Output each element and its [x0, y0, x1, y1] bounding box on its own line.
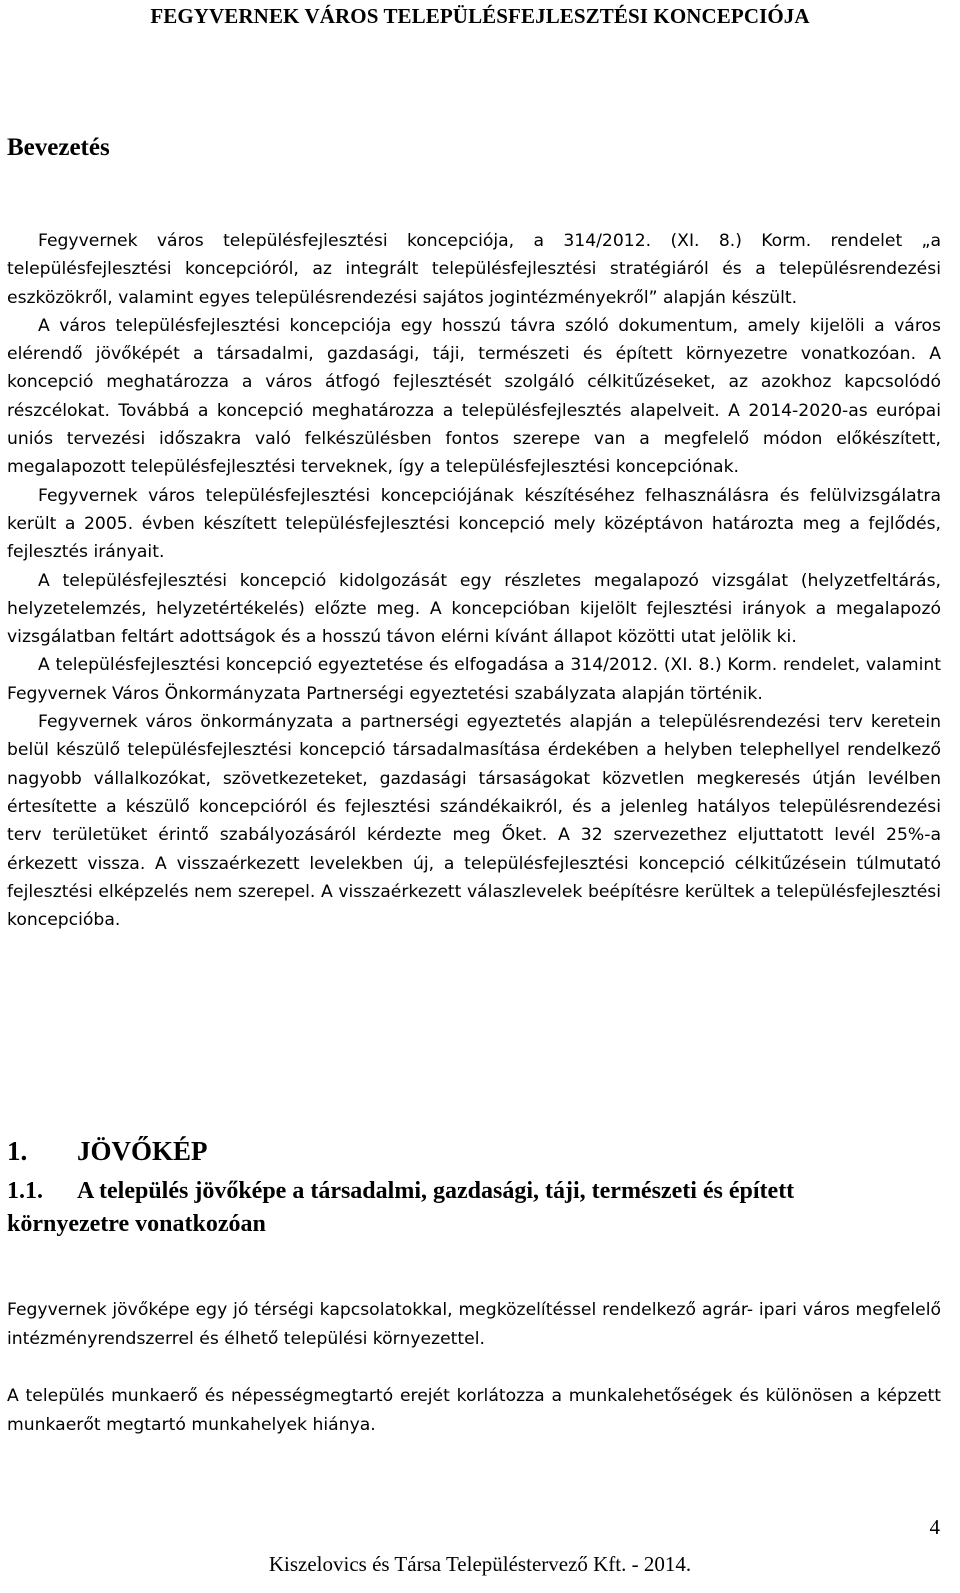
intro-body: [7, 227, 941, 934]
section-1-heading: [7, 1136, 208, 1167]
intro-paragraph-2: A város településfejlesztési koncepciója egy hosszú távra szóló dokumentum, amely kijelöli a város elérendő jövőképét a társadalmi, gazdasági, táji, természeti és épített környezetre vonatkozóan. A koncepció meghatározza a város átfogó fejlesztését szolgáló célkitűzéseket, az azokhoz kapcsolódó részcélokat. Továbbá a koncepció meghatározza a településfejlesztés alapelveit. A 2014-2020-as európai uniós tervezési időszakra való felkészülésben fontos szerepe van a megfelelő módon előkészített, megalapozott településfejlesztési terveknek, így a településfejlesztési koncepciónak.: [7, 315, 941, 478]
intro-paragraph-5: A településfejlesztési koncepció egyeztetése és elfogadása a 314/2012. (XI. 8.) Korm. rendelet, valamint Fegyvernek Város Önkormányzata Partnerségi egyeztetési szabályzata alapján történik.: [7, 655, 941, 704]
page-number: 4: [929, 1515, 940, 1539]
section-1-1-number: 1.1.: [7, 1178, 43, 1204]
section-1-1-title: A település jövőképe a társadalmi, gazdasági, táji, természeti és épített környezetre vonatkozóan: [7, 1178, 795, 1237]
section-1-number: 1.: [7, 1136, 28, 1166]
intro-heading: Bevezetés: [7, 134, 110, 161]
section-1-1-paragraph-1: Fegyvernek jövőképe egy jó térségi kapcsolatokkal, megközelítéssel rendelkező agrár- ipari város megfelelő intézményrendszerrel és élhető települési környezettel.: [7, 1300, 941, 1349]
intro-paragraph-3: Fegyvernek város településfejlesztési koncepciójának készítéséhez felhasználásra és felülvizsgálatra került a 2005. évben készített településfejlesztési koncepció mely középtávon határozta meg a fejlődés, fejlesztés irányait.: [7, 485, 941, 563]
section-1-title: JÖVŐKÉP: [77, 1136, 208, 1166]
section-1-1-paragraph-2: A település munkaerő és népességmegtartó erejét korlátozza a munkalehetőségek és különösen a képzett munkaerőt megtartó munkahelyek hiánya.: [7, 1386, 941, 1435]
page-footer: Kiszelovics és Társa Településtervező Kft. - 2014.: [268, 1552, 692, 1576]
section-1-1-heading: [7, 1175, 897, 1241]
intro-paragraph-4: A településfejlesztési koncepció kidolgozását egy részletes megalapozó vizsgálat (helyzetfeltárás, helyzetelemzés, helyzetértékelés) előzte meg. A koncepcióban kijelölt fejlesztési irányok a megalapozó vizsgálatban feltárt adottságok és a hosszú távon elérni kívánt állapot közötti utat jelölik ki.: [7, 570, 941, 648]
page-header: FEGYVERNEK VÁROS TELEPÜLÉSFEJLESZTÉSI KONCEPCIÓJA: [150, 4, 810, 28]
intro-paragraph-1: Fegyvernek város településfejlesztési koncepciója, a 314/2012. (XI. 8.) Korm. rendelet „a településfejlesztési koncepcióról, az integrált településfejlesztési stratégiáról és a településrendezési eszközökről, valamint egyes településrendezési sajátos jogintézményekről” alapján készült.: [7, 231, 941, 308]
intro-paragraph-6: Fegyvernek város önkormányzata a partnerségi egyeztetés alapján a településrendezési terv keretein belül készülő településfejlesztési koncepció társadalmasítása érdekében a helyben telephellyel rendelkező nagyobb vállalkozókat, szövetkezeteket, gazdasági társaságokat közvetlen megkeresés útján levélben értesítette a készülő koncepcióról és fejlesztési szándékaikról, és a jelenleg hatályos településrendezési terv területüket érintő szabályozásáról kérdezte meg Őket. A 32 szervezethez eljuttatott levél 25%-a érkezett vissza. A visszaérkezett levelekben új, a településfejlesztési koncepció célkitűzésein túlmutató fejlesztési elképzelés nem szerepel. A visszaérkezett válaszlevelek beépítésre kerültek a településfejlesztési koncepcióba.: [7, 712, 941, 931]
